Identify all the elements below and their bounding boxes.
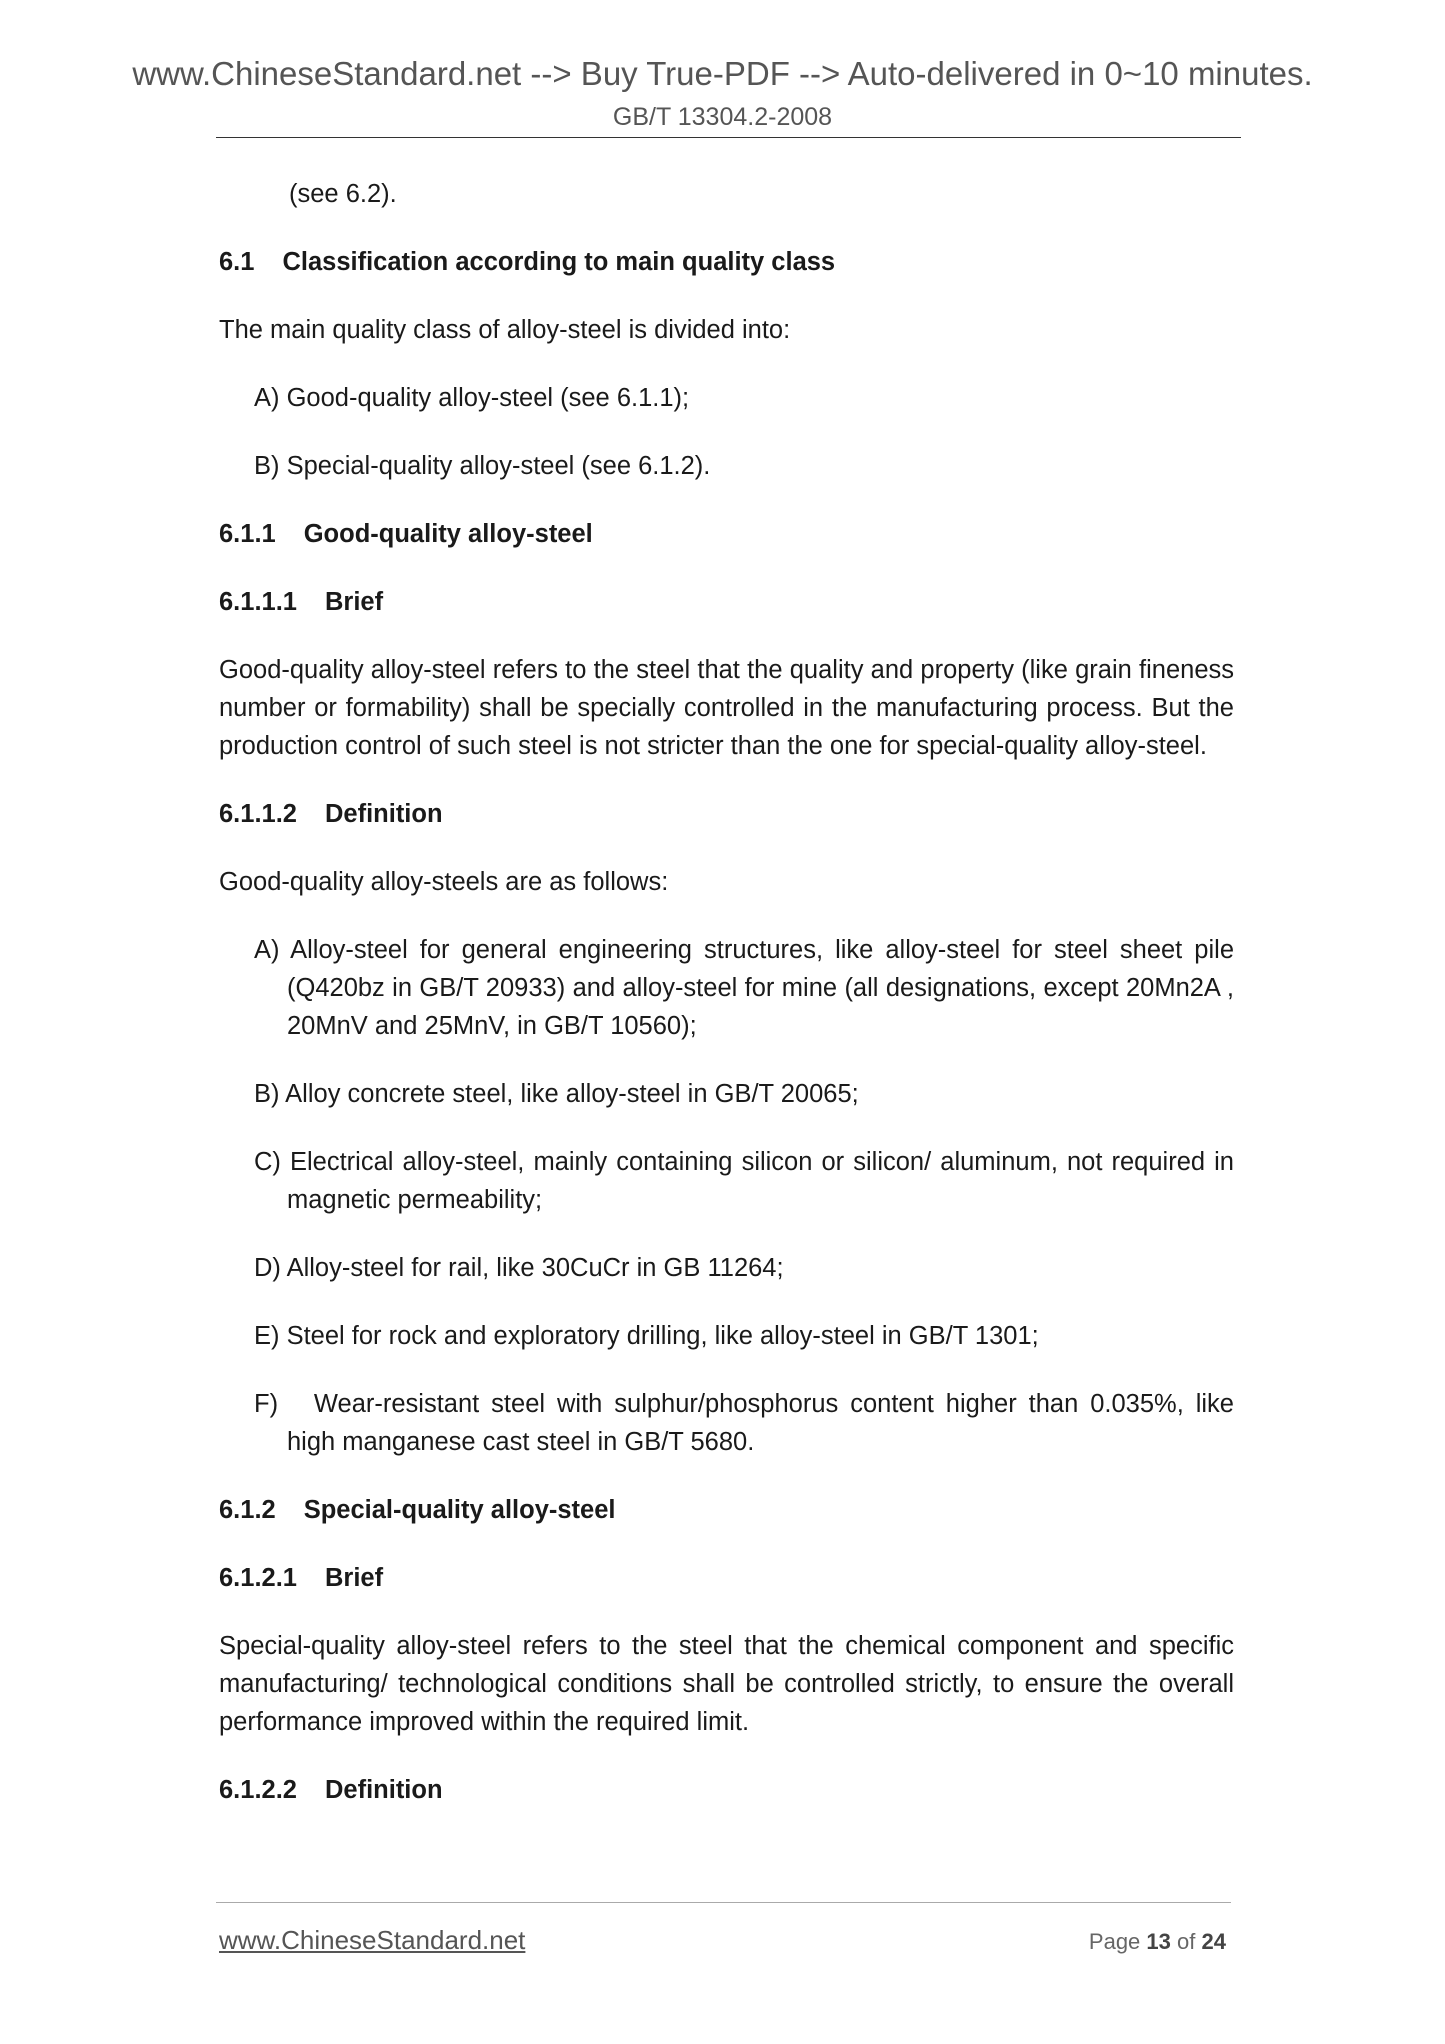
heading-title: Special-quality alloy-steel	[303, 1496, 616, 1524]
list-item: F) Wear-resistant steel with sulphur/phosphorus content higher than 0.035%, like high manganese cast steel in GB/T 5680.	[254, 1390, 1242, 1456]
paragraph: Good-quality alloy-steels are as follows:	[219, 868, 669, 896]
paragraph: The main quality class of alloy-steel is divided into:	[219, 316, 791, 344]
heading-title: Brief	[324, 1564, 384, 1592]
page-current: 13	[1146, 1929, 1171, 1954]
footer-site-link[interactable]: www.ChineseStandard.net	[219, 1925, 526, 1955]
standard-number: GB/T 13304.2-2008	[612, 103, 833, 131]
heading-number: 6.1.1	[219, 520, 276, 548]
list-item: B) Special-quality alloy-steel (see 6.1.2).	[254, 452, 711, 480]
list-item: A) Good-quality alloy-steel (see 6.1.1);	[254, 384, 690, 412]
heading-number: 6.1.2.1	[219, 1564, 297, 1592]
heading-title: Classification according to main quality class	[282, 248, 836, 276]
paragraph: Special-quality alloy-steel refers to the steel that the chemical component and specific manufacturing/ technological conditions shall be controlled strictly, to ensure the overall performance improved within the required limit.	[219, 1632, 1234, 1736]
page-total: 24	[1201, 1929, 1226, 1954]
heading-number: 6.1.2	[219, 1496, 276, 1524]
heading-6-1-1-1	[219, 583, 1234, 621]
heading-6-1-1	[219, 515, 1234, 553]
heading-title: Good-quality alloy-steel	[303, 520, 593, 548]
heading-number: 6.1	[219, 248, 255, 276]
heading-number: 6.1.1.2	[219, 800, 297, 828]
heading-title: Definition	[324, 800, 443, 828]
heading-6-1-1-2	[219, 795, 1234, 833]
header-rule	[216, 137, 1241, 138]
heading-title: Brief	[324, 588, 384, 616]
list-item: A) Alloy-steel for general engineering structures, like alloy-steel for steel sheet pile (Q420bz in GB/T 20933) and alloy-steel for mine (all designations, except 20Mn2A , 20MnV and 25MnV, in GB/T 10560);	[254, 936, 1234, 1040]
list-item: C) Electrical alloy-steel, mainly containing silicon or silicon/ aluminum, not required in magnetic permeability;	[254, 1148, 1234, 1214]
page-of: of	[1177, 1929, 1196, 1954]
footer-rule	[216, 1902, 1231, 1903]
heading-number: 6.1.1.1	[219, 588, 297, 616]
page-number	[1089, 1929, 1226, 1955]
heading-6-1-2-2	[219, 1771, 1234, 1809]
heading-6-1-2-1	[219, 1559, 1234, 1597]
list-item: D) Alloy-steel for rail, like 30CuCr in GB 11264;	[254, 1254, 784, 1282]
heading-6-1-2	[219, 1491, 1234, 1529]
site-banner: www.ChineseStandard.net --> Buy True-PDF --> Auto-delivered in 0~10 minutes.	[132, 55, 1313, 92]
document-body	[219, 175, 1242, 1839]
heading-title: Definition	[324, 1776, 443, 1804]
paragraph: Good-quality alloy-steel refers to the steel that the quality and property (like grain fineness number or formability) shall be specially controlled in the manufacturing process. But the production control of such steel is not stricter than the one for special-quality alloy-steel.	[219, 656, 1234, 760]
heading-number: 6.1.2.2	[219, 1776, 297, 1804]
continued-text: (see 6.2).	[289, 180, 397, 208]
page-label: Page	[1088, 1929, 1141, 1954]
list-item: E) Steel for rock and exploratory drilling, like alloy-steel in GB/T 1301;	[254, 1322, 1039, 1350]
heading-6-1	[219, 243, 1234, 281]
list-item: B) Alloy concrete steel, like alloy-steel in GB/T 20065;	[254, 1080, 859, 1108]
